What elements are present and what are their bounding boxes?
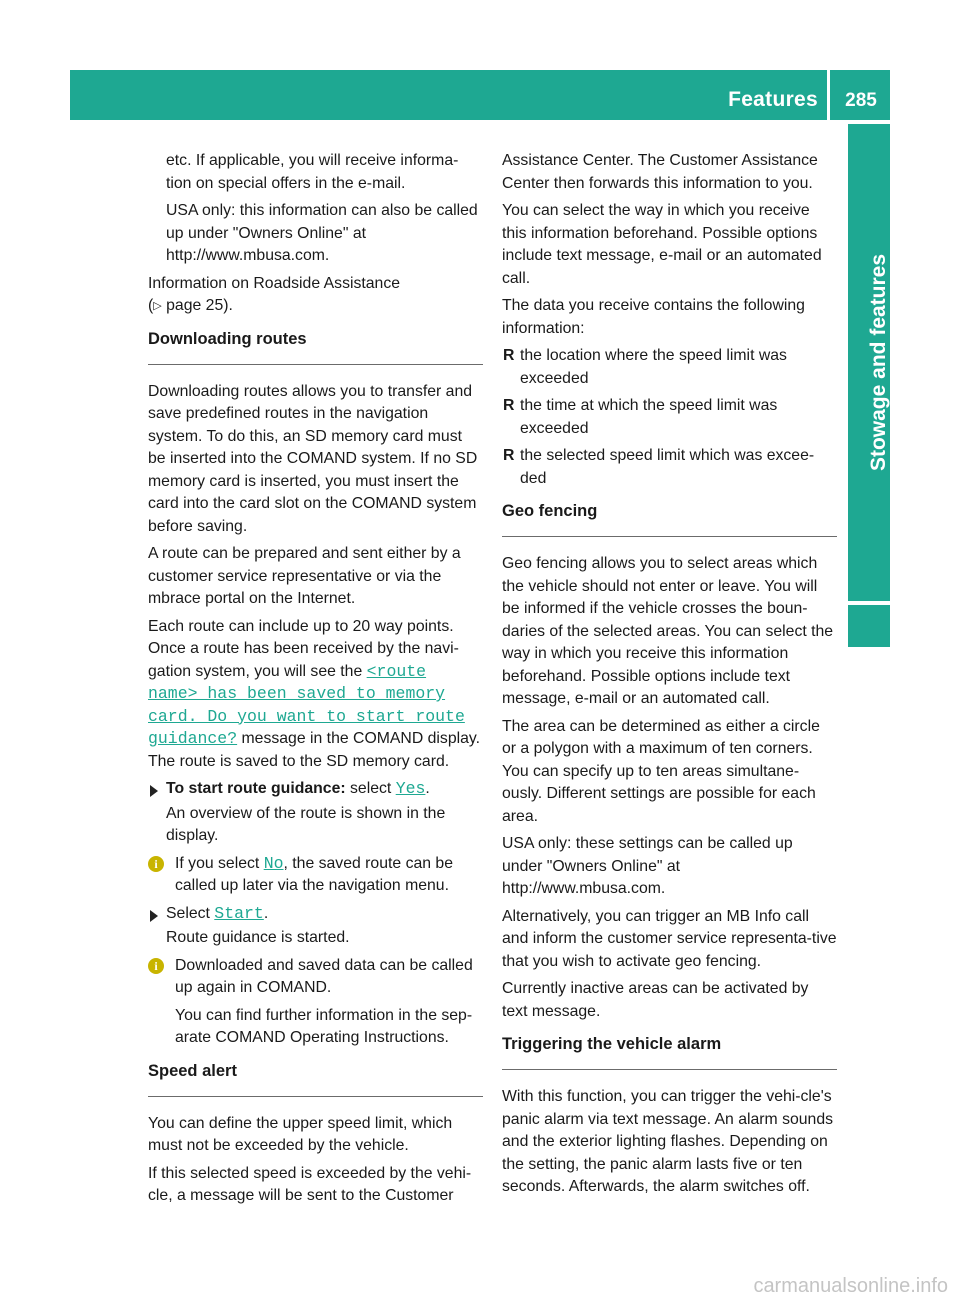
step-arrow-icon [150, 910, 158, 922]
paragraph: If this selected speed is exceeded by the vehi-cle, a message will be sent to the Customer [148, 1164, 472, 1204]
chapter-side-tab [848, 124, 890, 601]
page-number: 285 [845, 90, 877, 111]
paragraph [148, 273, 483, 318]
instruction-step [148, 778, 483, 801]
left-column [148, 150, 483, 1213]
header-divider [827, 70, 830, 120]
section-heading: Speed alert [148, 1060, 483, 1097]
paragraph: USA only: this information can also be called up under "Owners Online" at http://www.mbusa.com. [166, 202, 478, 264]
paragraph: Alternatively, you can trigger an MB Info call and inform the customer service representa-tive that you wish to activate geo fencing. [502, 907, 837, 970]
list-item-text: the selected speed limit which was excee-ded [520, 447, 815, 487]
paragraph: The area can be determined as either a circle or a polygon with a maximum of ten corners. You can specify up to ten areas simultane-ously. Different settings are possible for each area. [502, 717, 820, 825]
step-text: Select [166, 904, 215, 922]
info-icon: i [148, 958, 164, 974]
paragraph-text: message in the COMAND display. The route is saved to the SD memory card. [148, 730, 481, 770]
info-icon: i [148, 856, 164, 872]
section-heading: Downloading routes [148, 328, 483, 365]
step-text: select [345, 780, 396, 797]
paragraph-text: Each route can include up to 20 way points. Once a route has been received by the navi-gation system, you will see the [148, 617, 459, 680]
note-text: You can find further information in the sep-arate COMAND Operating Instructions. [175, 1006, 473, 1046]
step-result: An overview of the route is shown in the display. [166, 804, 446, 844]
paragraph: Currently inactive areas can be activated by text message. [502, 980, 809, 1020]
bullet-icon: R [503, 397, 515, 414]
instruction-step [148, 903, 483, 926]
info-note [148, 955, 483, 1000]
header-bar [70, 70, 890, 120]
list-item-text: the location where the speed limit was exceeded [520, 347, 787, 387]
watermark: carmanualsonline.info [753, 1275, 948, 1297]
list-item-text: the time at which the speed limit was exceeded [520, 397, 778, 437]
page-ref-arrow-icon: ▷ [153, 300, 162, 312]
step-text: . [425, 780, 430, 797]
step-text: . [263, 904, 269, 922]
list-item [502, 445, 837, 490]
section-heading: Geo fencing [502, 500, 837, 537]
display-option-start: Start [214, 903, 264, 923]
chapter-side-label: Stowage and features [867, 253, 890, 472]
paragraph: You can select the way in which you receive this information beforehand. Possible options include text message, e-mail or an automated call. [502, 202, 822, 287]
list-item [502, 395, 837, 440]
page-ref-link[interactable]: page 25). [161, 297, 233, 314]
paragraph: You can define the upper speed limit, which must not be exceeded by the vehicle. [148, 1114, 453, 1154]
bullet-icon: R [503, 447, 515, 464]
display-option-yes: Yes [395, 779, 426, 798]
paragraph: etc. If applicable, you will receive informa-tion on special offers in the e-mail. [166, 152, 459, 192]
paragraph: With this function, you can trigger the vehi-cle's panic alarm via text message. An alarm sounds and the exterior lighting flashes. Depending on the setting, the panic alarm lasts five or ten seconds. Afterwards, the alarm switches off. [502, 1088, 834, 1195]
note-text: Downloaded and saved data can be called up again in COMAND. [175, 956, 473, 996]
bullet-icon: R [503, 347, 515, 364]
paragraph: USA only: these settings can be called up under "Owners Online" at http://www.mbusa.com. [502, 835, 793, 897]
paragraph: Assistance Center. The Customer Assistance Center then forwards this information to you. [502, 152, 818, 192]
list-item [502, 345, 837, 390]
step-label: To start route guidance: [166, 780, 346, 797]
info-note [148, 853, 483, 898]
section-heading: Triggering the vehicle alarm [502, 1033, 837, 1070]
display-option-no: No [263, 853, 284, 873]
note-text: If you select [175, 854, 264, 872]
page-ref-open: ( [148, 297, 154, 314]
display-message: <route name> has been saved to memory card. Do you want to start route guidance? [148, 661, 465, 748]
right-column [502, 150, 837, 1204]
paragraph: Geo fencing allows you to select areas which the vehicle should not enter or leave. You will be informed if the vehicle crosses the boun-daries of the selected areas. You can select the way in which you receive this information beforehand. Possible options include text message, e-mail or an automated call. [502, 555, 834, 707]
paragraph [148, 616, 483, 774]
paragraph: A route can be prepared and sent either by a customer service representative or via the mbrace portal on the Internet. [148, 545, 461, 607]
paragraph-text: Information on Roadside Assistance [148, 274, 401, 292]
step-arrow-icon [150, 785, 158, 797]
paragraph: The data you receive contains the following information: [502, 297, 805, 337]
note-text: , the saved route can be called up later via the navigation menu. [175, 854, 453, 894]
paragraph: Downloading routes allows you to transfer and save predefined routes in the navigation system. To do this, an SD memory card must be inserted into the COMAND system. If no SD memory card is inserted, you must insert the card into the card slot on the COMAND system before saving. [148, 382, 478, 535]
section-title: Features [728, 88, 818, 111]
chapter-marker [848, 605, 890, 647]
step-result: Route guidance is started. [166, 929, 350, 946]
